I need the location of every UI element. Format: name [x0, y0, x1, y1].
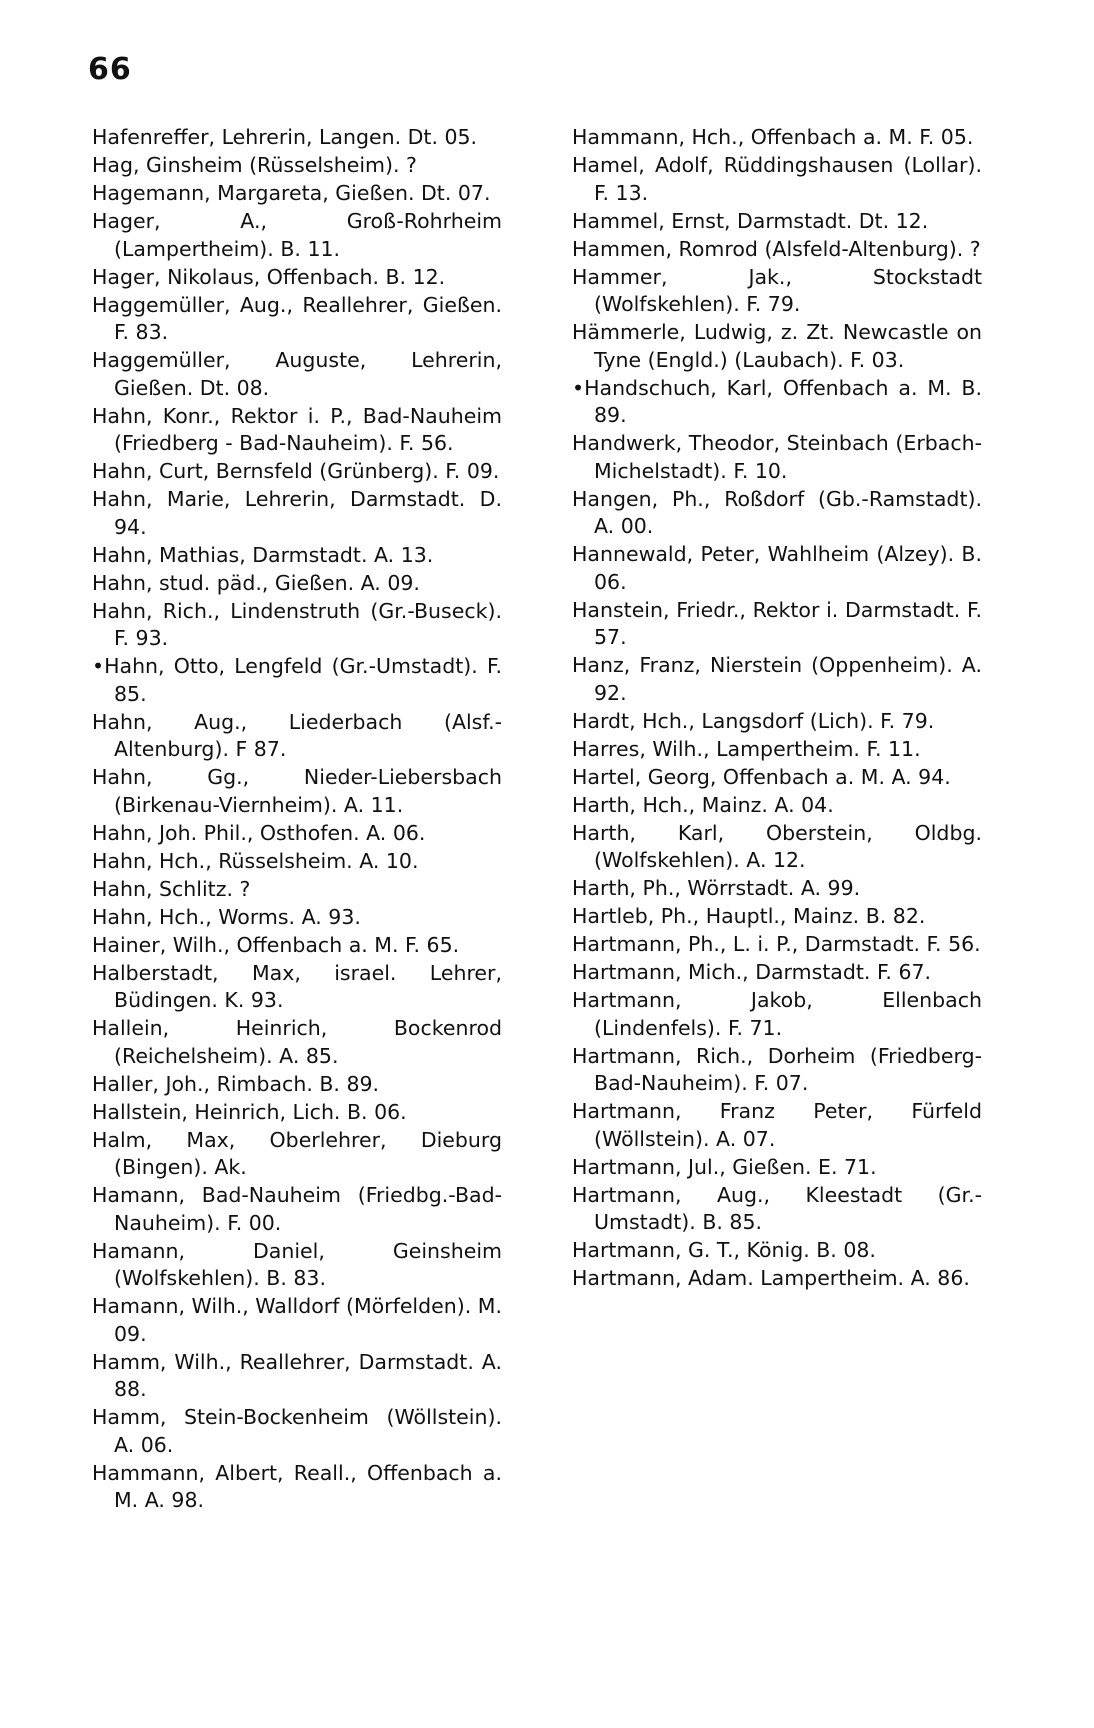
register-entry: Harres, Wilh., Lampertheim. F. 11.	[572, 736, 921, 761]
register-entry: Hahn, Joh. Phil., Osthofen. A. 06.	[92, 820, 426, 845]
register-entry: Hainer, Wilh., Offenbach a. M. F. 65.	[92, 932, 460, 957]
register-entry: Hammel, Ernst, Darmstadt. Dt. 12.	[572, 208, 929, 233]
register-entry: Hanz, Franz, Nierstein (Oppenheim). A. 92.	[572, 653, 982, 705]
register-entry: Hammer, Jak., Stockstadt (Wolfskehlen). F. 79.	[572, 264, 982, 316]
register-entry: Hahn, Marie, Lehrerin, Darmstadt. D. 94.	[92, 487, 502, 539]
register-entry: Hamm, Wilh., Reallehrer, Darmstadt. A. 88.	[92, 1349, 502, 1401]
register-entry: Hahn, stud. päd., Gießen. A. 09.	[92, 570, 420, 595]
register-entry: Hager, A., Groß-Rohrheim (Lampertheim). B. 11.	[92, 209, 502, 261]
register-entry: Halberstadt, Max, israel. Lehrer, Büdingen. K. 93.	[92, 960, 502, 1012]
register-entry: Handwerk, Theodor, Steinbach (Erbach-Michelstadt). F. 10.	[572, 431, 982, 483]
register-entry: Hahn, Hch., Worms. A. 93.	[92, 904, 361, 929]
register-entry: Hartmann, Ph., L. i. P., Darmstadt. F. 56.	[572, 932, 981, 956]
register-entry: Hardt, Hch., Langsdorf (Lich). F. 79.	[572, 708, 935, 733]
register-entry: Harth, Hch., Mainz. A. 04.	[572, 792, 834, 817]
register-entry: •Hahn, Otto, Lengfeld (Gr.-Umstadt). F. 85.	[92, 654, 502, 706]
right-column	[572, 124, 982, 1293]
register-entry: Hammen, Romrod (Alsfeld-Altenburg). ?	[572, 236, 981, 261]
register-entry: Haggemüller, Aug., Reallehrer, Gießen. F. 83.	[92, 292, 502, 344]
register-entry: Hangen, Ph., Roßdorf (Gb.-Ramstadt). A. 00.	[572, 486, 982, 538]
register-entry: Hahn, Schlitz. ?	[92, 876, 251, 901]
register-entry: Hartmann, Adam. Lampertheim. A. 86.	[572, 1266, 970, 1290]
register-entry: Hahn, Rich., Lindenstruth (Gr.-Buseck). F. 93.	[92, 598, 502, 650]
left-column	[92, 124, 502, 1515]
register-entry: Hamann, Bad-Nauheim (Friedbg.-Bad-Nauheim). F. 00.	[92, 1183, 502, 1235]
register-entry: Hamann, Daniel, Geinsheim (Wolfskehlen). B. 83.	[92, 1238, 502, 1290]
register-entry: Hamm, Stein-Bockenheim (Wöllstein). A. 06.	[92, 1405, 502, 1457]
register-entry: Hartmann, G. T., König. B. 08.	[572, 1238, 876, 1262]
register-entry: Hahn, Curt, Bernsfeld (Grünberg). F. 09.	[92, 459, 500, 483]
register-entry: Hahn, Hch., Rüsselsheim. A. 10.	[92, 848, 419, 873]
page-number: 66	[88, 52, 132, 87]
register-entry: Halm, Max, Oberlehrer, Dieburg (Bingen). Ak.	[92, 1127, 502, 1179]
register-entry: Hag, Ginsheim (Rüsselsheim). ?	[92, 153, 417, 177]
register-entry: Hahn, Konr., Rektor i. P., Bad-Nauheim (Friedberg - Bad-Nauheim). F. 56.	[92, 403, 502, 455]
register-entry: Hahn, Gg., Nieder-Liebersbach (Birkenau-Viernheim). A. 11.	[92, 765, 502, 817]
register-entry: Haggemüller, Auguste, Lehrerin, Gießen. Dt. 08.	[92, 348, 502, 400]
register-entry: Hartel, Georg, Offenbach a. M. A. 94.	[572, 764, 951, 789]
register-entry: Hallein, Heinrich, Bockenrod (Reichelsheim). A. 85.	[92, 1016, 502, 1068]
register-entry: Hartmann, Franz Peter, Fürfeld (Wöllstein). A. 07.	[572, 1099, 982, 1151]
register-entry: Hager, Nikolaus, Offenbach. B. 12.	[92, 264, 446, 289]
register-entry: Hartmann, Jakob, Ellenbach (Lindenfels). F. 71.	[572, 988, 982, 1040]
register-entry: Harth, Karl, Oberstein, Oldbg. (Wolfskehlen). A. 12.	[572, 820, 982, 872]
register-entry: Hallstein, Heinrich, Lich. B. 06.	[92, 1099, 407, 1124]
register-entry: Hahn, Mathias, Darmstadt. A. 13.	[92, 542, 434, 567]
register-entry: Hannewald, Peter, Wahlheim (Alzey). B. 06.	[572, 542, 982, 594]
register-entry: Hamann, Wilh., Walldorf (Mörfelden). M. 09.	[92, 1294, 502, 1346]
register-entry: Hahn, Aug., Liederbach (Alsf.-Altenburg). F 87.	[92, 709, 502, 761]
register-entry: Hartmann, Rich., Dorheim (Friedberg-Bad-Nauheim). F. 07.	[572, 1043, 982, 1095]
register-entry: Hanstein, Friedr., Rektor i. Darmstadt. F. 57.	[572, 597, 982, 649]
register-entry: Harth, Ph., Wörrstadt. A. 99.	[572, 876, 861, 900]
register-entry: Hafenreffer, Lehrerin, Langen. Dt. 05.	[92, 125, 478, 149]
register-entry: Hammann, Albert, Reall., Offenbach a. M. A. 98.	[92, 1460, 502, 1512]
register-entry: Hammann, Hch., Offenbach a. M. F. 05.	[572, 125, 974, 149]
register-entry: Haller, Joh., Rimbach. B. 89.	[92, 1071, 380, 1096]
register-entry: Hagemann, Margareta, Gießen. Dt. 07.	[92, 181, 491, 205]
register-entry: Hartleb, Ph., Hauptl., Mainz. B. 82.	[572, 904, 926, 928]
register-entry: Hartmann, Mich., Darmstadt. F. 67.	[572, 960, 932, 984]
register-entry: •Handschuch, Karl, Offenbach a. M. B. 89.	[572, 375, 982, 427]
register-entry: Hartmann, Aug., Kleestadt (Gr.-Umstadt). B. 85.	[572, 1182, 982, 1234]
register-entry: Hamel, Adolf, Rüddingshausen (Lollar). F. 13.	[572, 153, 982, 205]
register-entry: Hämmerle, Ludwig, z. Zt. Newcastle on Tyne (Engld.) (Laubach). F. 03.	[572, 320, 982, 372]
register-entry: Hartmann, Jul., Gießen. E. 71.	[572, 1154, 877, 1179]
